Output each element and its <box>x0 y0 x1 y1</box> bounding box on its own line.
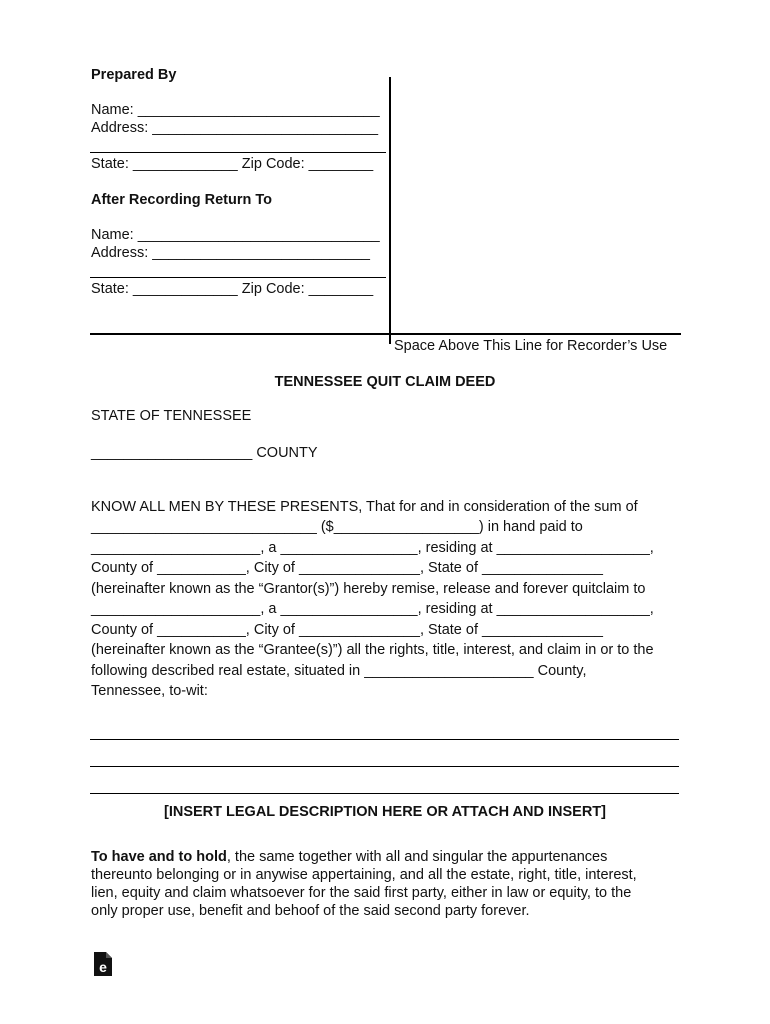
legal-description-placeholder: [INSERT LEGAL DESCRIPTION HERE OR ATTACH AND INSERT] <box>164 804 606 820</box>
body-line: Tennessee, to-wit: <box>91 683 208 699</box>
body-line: (hereinafter known as the “Grantee(s)”) all the rights, title, interest, and claim in or to the <box>91 642 654 658</box>
body-line[interactable]: County of ___________, City of _______________, State of _______________ <box>91 622 603 638</box>
body-line[interactable]: _____________________, a _________________, residing at ___________________, <box>91 601 654 617</box>
document-title: TENNESSEE QUIT CLAIM DEED <box>274 374 496 390</box>
body-line[interactable]: _____________________, a _________________, residing at ___________________, <box>91 540 654 556</box>
return-to-name-field[interactable]: Name: ______________________________ <box>91 227 380 243</box>
legal-description-line-1[interactable] <box>90 739 679 740</box>
body-line: (hereinafter known as the “Grantor(s)”) hereby remise, release and forever quitclaim to <box>91 581 646 597</box>
svg-text:e: e <box>99 959 107 975</box>
legal-description-line-2[interactable] <box>90 766 679 767</box>
return-to-address-line-2[interactable] <box>90 277 386 278</box>
return-to-state-zip-field[interactable]: State: _____________ Zip Code: ________ <box>91 281 374 297</box>
prepared-by-state-zip-field[interactable]: State: _____________ Zip Code: ________ <box>91 156 374 172</box>
body-line[interactable]: ____________________________ ($__________________) in hand paid to <box>91 519 583 535</box>
habendum-first-line-rest: , the same together with all and singular the appurtenances <box>226 849 608 865</box>
prepared-by-address-line-2[interactable] <box>90 152 386 153</box>
habendum-line: lien, equity and claim whatsoever for the said first party, either in law or equity, to the <box>91 885 632 901</box>
county-field[interactable]: ____________________ COUNTY <box>91 445 318 461</box>
body-line[interactable]: County of ___________, City of _______________, State of _______________ <box>91 560 603 576</box>
habendum-first-line <box>91 849 607 866</box>
habendum-line: only proper use, benefit and behoof of the said second party forever. <box>91 903 530 919</box>
eforms-logo-icon <box>93 951 113 977</box>
body-line[interactable]: following described real estate, situated in _____________________ County, <box>91 663 587 679</box>
prepared-by-heading: Prepared By <box>91 67 177 83</box>
prepared-by-name-field[interactable]: Name: ______________________________ <box>91 102 380 118</box>
return-to-address-field[interactable]: Address: ___________________________ <box>91 245 370 261</box>
return-to-heading: After Recording Return To <box>91 192 272 208</box>
prepared-by-address-field[interactable]: Address: ____________________________ <box>91 120 379 136</box>
legal-description-line-3[interactable] <box>90 793 679 794</box>
body-line: KNOW ALL MEN BY THESE PRESENTS, That for and in consideration of the sum of <box>91 499 638 515</box>
habendum-line: thereunto belonging or in anywise appertaining, and all the estate, right, title, interest, <box>91 867 637 883</box>
habendum-lead: To have and to hold <box>91 849 227 865</box>
recorder-space-horizontal-rule <box>90 333 681 335</box>
recorder-space-note: Space Above This Line for Recorder’s Use <box>394 338 668 354</box>
state-line: STATE OF TENNESSEE <box>91 408 252 424</box>
recorder-space-vertical-rule <box>389 77 391 344</box>
